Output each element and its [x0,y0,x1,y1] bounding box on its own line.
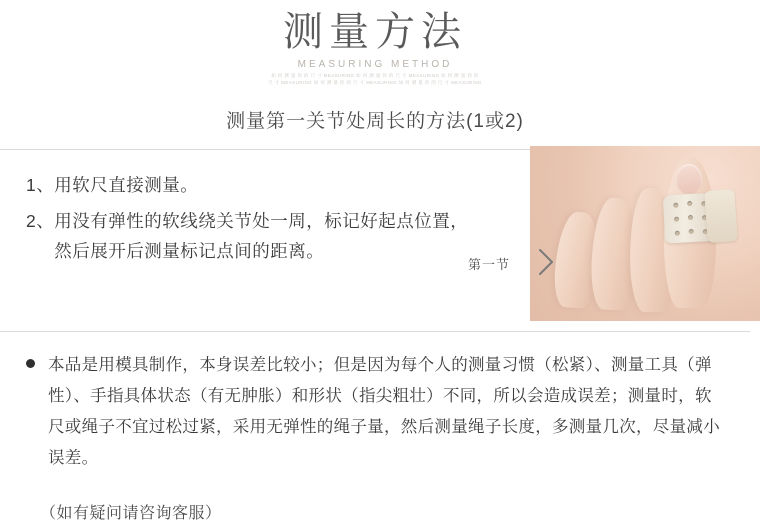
note-text: 本品是用模具制作，本身误差比较小；但是因为每个人的测量习惯（松紧）、测量工具（弹性）、手指具体状态（有无肿胀）和形状（指尖粗壮）不同，所以会造成误差；测量时，软尺或绳子不宜过松过紧，采用无弹性的绳子量，然后测量绳子长度，多测量几次，尽量减小误差。 [48,356,720,467]
bullet-icon [26,350,48,474]
knuckle-label: 第一节 [468,257,511,272]
step-text: 用没有弹性的软线绕关节处一周，标记好起点位置，然后展开后测量标记点间的距离。 [54,211,469,261]
hand-illustration [468,146,760,321]
fingernail-illustration [676,164,702,194]
page-subtitle: 测量第一关节处周长的方法(1或2) [226,111,524,132]
page-title: 测量方法 [283,10,467,54]
step-text: 用软尺直接测量。 [54,175,199,195]
splint-strap-illustration [704,189,738,243]
page-title-english: MEASURING METHOD [297,59,453,70]
page-header [0,0,750,133]
list-item [26,170,470,200]
steps-section [0,150,750,315]
decorative-micro-text-line-1: 如 何 测 量 你 的 尺 寸 MEASURING 如 何 测 量 你 的 尺 寸 MEASURING 如 何 测 量 你 的 [271,73,479,78]
decorative-micro-text-line-2: 尺 寸 MEASURING 如 何 测 量 你 的 尺 寸 MEASURING 如 何 测 量 你 的 尺 寸 MEASURING [268,80,482,85]
step-number: 2、 [26,211,55,231]
note-block [0,332,750,474]
main-content [0,150,750,523]
footnote: （如有疑问请咨询客服） [40,505,222,522]
list-item [26,206,470,266]
steps-list [0,170,470,266]
step-number: 1、 [26,175,55,195]
hand-with-finger-splint-photo [468,146,750,316]
pointer-arrow-icon [538,246,572,280]
